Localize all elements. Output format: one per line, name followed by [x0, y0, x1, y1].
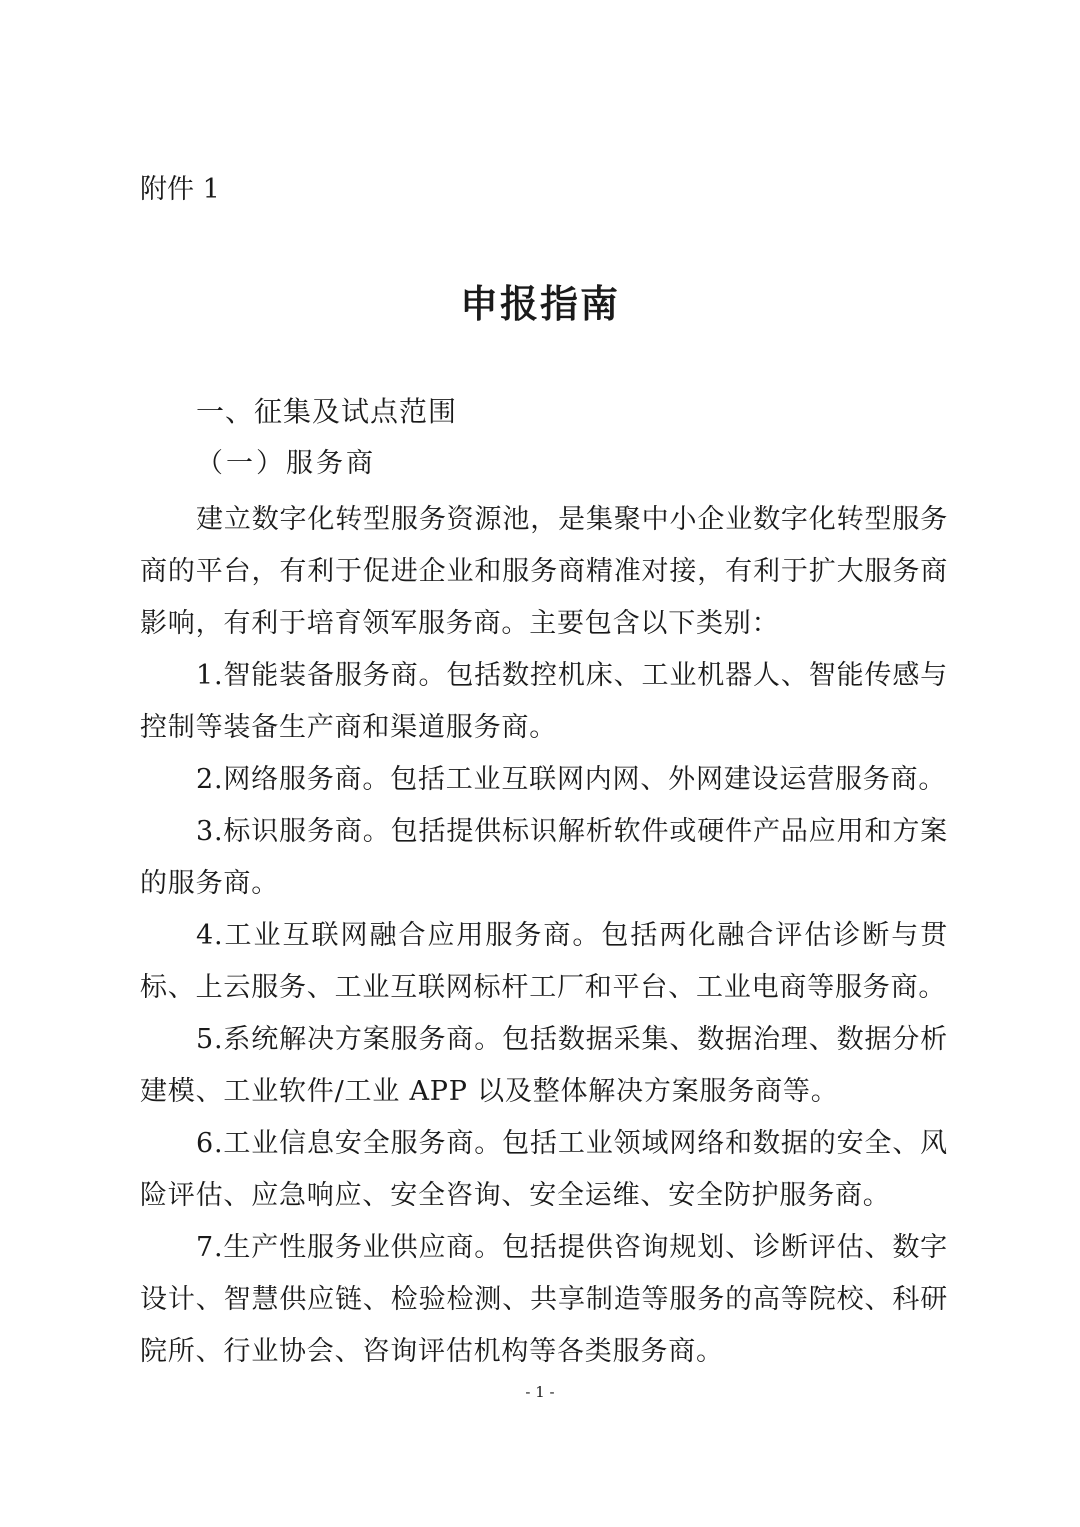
- paragraph-item-6: 6.工业信息安全服务商。包括工业领域网络和数据的安全、风险评估、应急响应、安全咨询、安全运维、安全防护服务商。: [140, 1128, 948, 1211]
- paragraph-item-7: 7.生产性服务业供应商。包括提供咨询规划、诊断评估、数字设计、智慧供应链、检验检测、共享制造等服务的高等院校、科研院所、行业协会、咨询评估机构等各类服务商。: [140, 1232, 948, 1367]
- body-text: [140, 494, 948, 1378]
- paragraph-item-1: 1.智能装备服务商。包括数控机床、工业机器人、智能传感与控制等装备生产商和渠道服务商。: [140, 660, 948, 743]
- section-heading: 一、征集及试点范围: [196, 395, 458, 428]
- document-title: 申报指南: [459, 282, 620, 326]
- paragraph-item-5: 5.系统解决方案服务商。包括数据采集、数据治理、数据分析建模、工业软件/工业 APP 以及整体解决方案服务商等。: [140, 1024, 948, 1107]
- paragraph-item-3: 3.标识服务商。包括提供标识解析软件或硬件产品应用和方案的服务商。: [140, 816, 948, 899]
- paragraph-item-2: 2.网络服务商。包括工业互联网内网、外网建设运营服务商。: [196, 764, 947, 795]
- paragraph-item-4: 4.工业互联网融合应用服务商。包括两化融合评估诊断与贯标、上云服务、工业互联网标杆工厂和平台、工业电商等服务商。: [140, 920, 948, 1003]
- attachment-label: 附件 1: [140, 174, 220, 205]
- subsection-heading: （一）服务商: [196, 448, 376, 479]
- paragraph-intro: 建立数字化转型服务资源池，是集聚中小企业数字化转型服务商的平台，有利于促进企业和服务商精准对接，有利于扩大服务商影响，有利于培育领军服务商。主要包含以下类别：: [140, 504, 948, 639]
- page-number: - 1 -: [525, 1383, 555, 1401]
